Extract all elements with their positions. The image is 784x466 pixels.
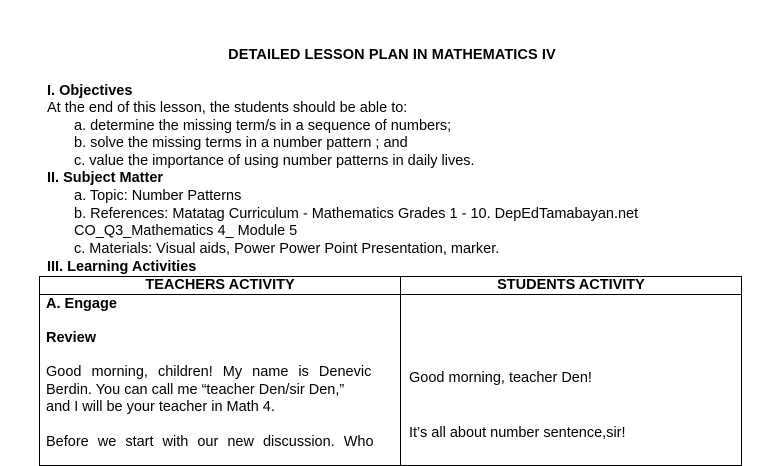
objectives-intro: At the end of this lesson, the students should be able to: [47, 100, 408, 116]
table-header-row [40, 277, 742, 295]
student-greeting: Good morning, teacher Den! [409, 370, 592, 386]
student-answer: It’s all about number sentence,sir! [409, 425, 626, 441]
subject-references-cont: CO_Q3_Mathematics 4_ Module 5 [74, 223, 298, 239]
subject-references: b. References: Matatag Curriculum - Mathematics Grades 1 - 10. DepEdTamabayan.net [74, 206, 639, 222]
objective-item: a. determine the missing term/s in a sequence of numbers; [74, 118, 452, 134]
engage-heading: A. Engage [46, 296, 117, 312]
document-title: DETAILED LESSON PLAN IN MATHEMATICS IV [228, 47, 556, 63]
objective-item: b. solve the missing terms in a number pattern ; and [74, 135, 408, 151]
teacher-greeting-line: and I will be your teacher in Math 4. [46, 399, 275, 415]
teacher-cell [40, 295, 401, 466]
student-cell [401, 295, 742, 466]
review-heading: Review [46, 330, 96, 346]
student-column-header: STUDENTS ACTIVITY [401, 277, 742, 295]
table-row [40, 295, 742, 466]
subject-topic: a. Topic: Number Patterns [74, 188, 242, 204]
teacher-question-line: Before we start with our new discussion. Who [46, 434, 374, 450]
learning-activities-table [39, 276, 742, 466]
teacher-greeting-line: Berdin. You can call me “teacher Den/sir Den,” [46, 382, 345, 398]
objectives-heading: I. Objectives [47, 83, 133, 99]
teacher-column-header: TEACHERS ACTIVITY [40, 277, 401, 295]
subject-matter-heading: II. Subject Matter [47, 170, 164, 186]
subject-materials: c. Materials: Visual aids, Power Power Point Presentation, marker. [74, 241, 500, 257]
objective-item: c. value the importance of using number patterns in daily lives. [74, 153, 475, 169]
learning-activities-heading: III. Learning Activities [47, 259, 197, 275]
teacher-greeting-line: Good morning, children! My name is Denevic [46, 364, 372, 380]
